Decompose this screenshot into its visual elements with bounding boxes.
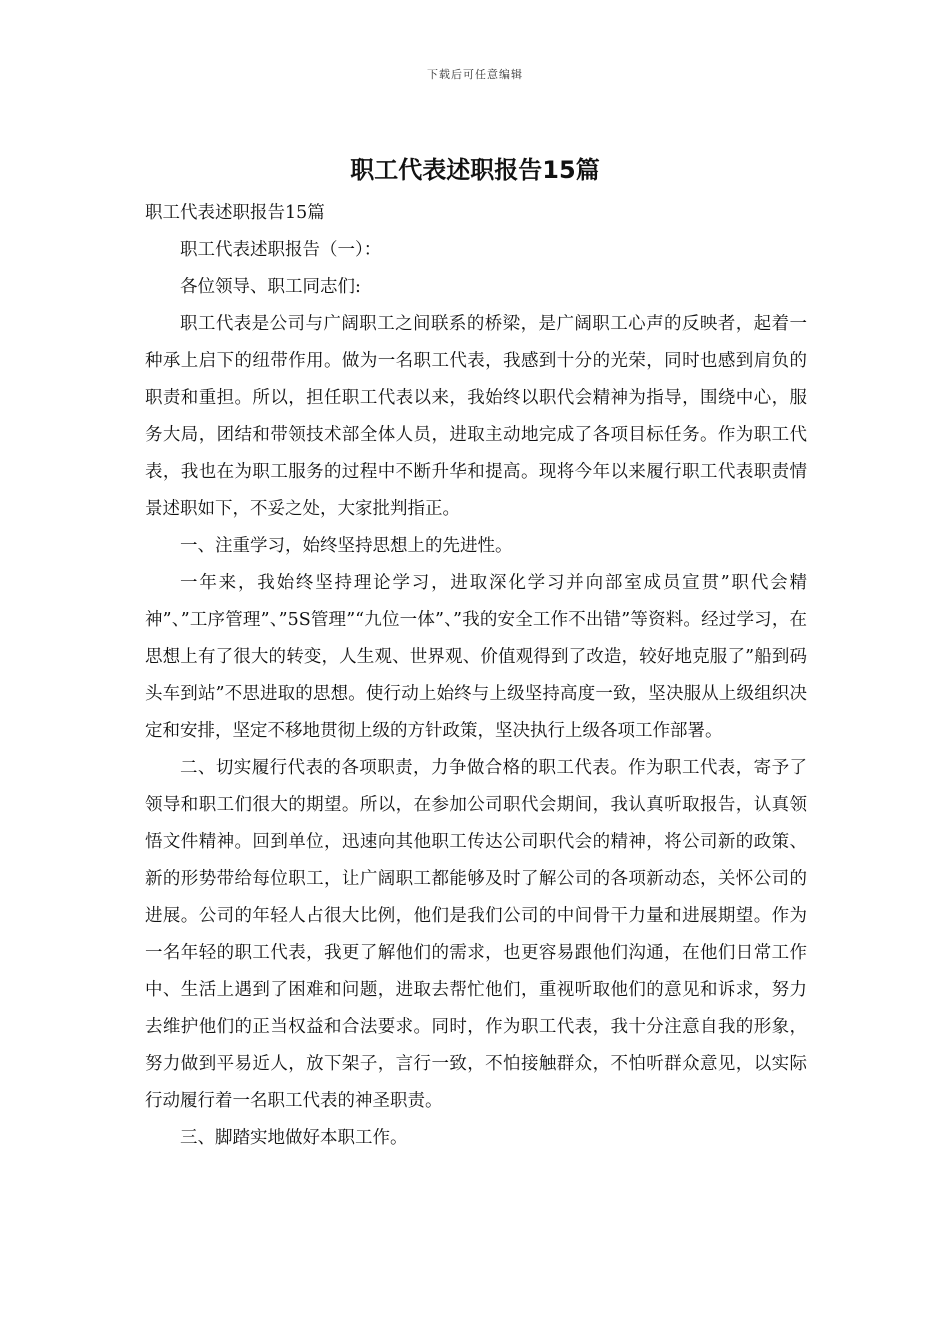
paragraph-salutation: 各位领导、职工同志们: — [180, 277, 361, 297]
paragraph-point-1-heading: 一、注重学习，始终坚持思想上的先进性。 — [180, 536, 513, 556]
document-title: 职工代表述职报告15篇 — [350, 156, 600, 184]
paragraph-intro: 职工代表是公司与广阔职工之间联系的桥梁，是广阔职工心声的反映者，起着一种承上启下的纽带作用。做为一名职工代表，我感到十分的光荣，同时也感到肩负的职责和重担。所以，担任职工代表以来，我始终以职代会精神为指导，围绕中心，服务大局，团结和带领技术部全体人员，进取主动地完成了各项目标任务。作为职工代表，我也在为职工服务的过程中不断升华和提高。现将今年以来履行职工代表职责情景述职如下，不妥之处，大家批判指正。 — [145, 314, 807, 519]
paragraph-point-1-body: 一年来，我始终坚持理论学习，进取深化学习并向部室成员宣贯”职代会精神”、”工序管理”、”5S管理”“九位一体”、”我的安全工作不出错”等资料。经过学习，在思想上有了很大的转变，人生观、世界观、价值观得到了改造，较好地克服了”船到码头车到站”不思进取的思想。使行动上始终与上级坚持高度一致，坚决服从上级组织决定和安排，坚定不移地贯彻上级的方针政策，坚决执行上级各项工作部署。 — [145, 573, 807, 741]
document-body — [145, 195, 807, 1157]
paragraph-point-3-heading: 三、脚踏实地做好本职工作。 — [180, 1128, 408, 1148]
paragraph-section-heading: 职工代表述职报告（一）： — [180, 240, 382, 260]
paragraph-subtitle: 职工代表述职报告15篇 — [145, 203, 325, 223]
page-header-note: 下载后可任意编辑 — [427, 68, 523, 81]
paragraph-point-2: 二、切实履行代表的各项职责，力争做合格的职工代表。作为职工代表，寄予了领导和职工们很大的期望。所以，在参加公司职代会期间，我认真听取报告，认真领悟文件精神。回到单位，迅速向其他职工传达公司职代会的精神，将公司新的政策、新的形势带给每位职工，让广阔职工都能够及时了解公司的各项新动态，关怀公司的进展。公司的年轻人占很大比例，他们是我们公司的中间骨干力量和进展期望。作为一名年轻的职工代表，我更了解他们的需求，也更容易跟他们沟通，在他们日常工作中、生活上遇到了困难和问题，进取去帮忙他们，重视听取他们的意见和诉求，努力去维护他们的正当权益和合法要求。同时，作为职工代表，我十分注意自我的形象，努力做到平易近人，放下架子，言行一致，不怕接触群众，不怕听群众意见，以实际行动履行着一名职工代表的神圣职责。 — [145, 758, 807, 1111]
